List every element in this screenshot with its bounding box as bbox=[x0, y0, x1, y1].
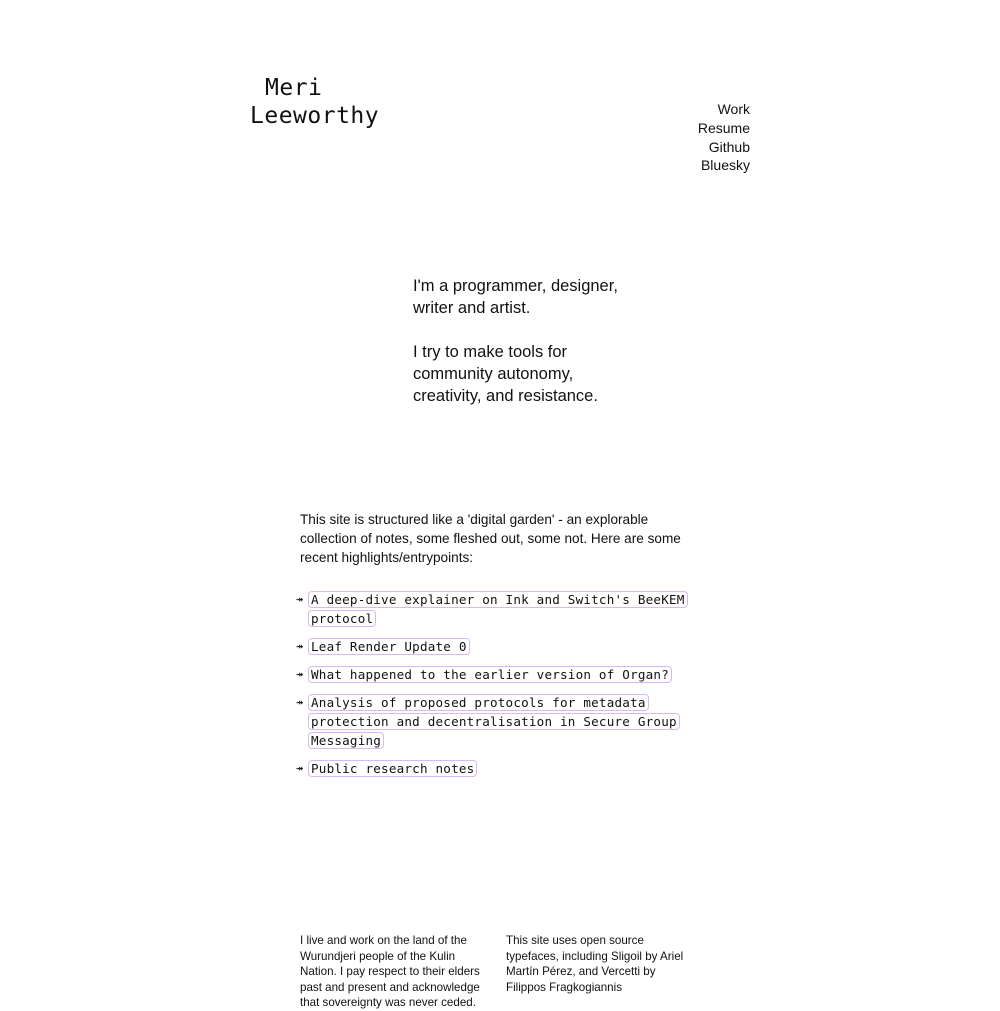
garden-description-text: This site is structured like a 'digital garden' - an explorable collection of notes, some fleshed out, some not. Here are some recent highlights/entrypoints: bbox=[300, 512, 681, 565]
intro-paragraph-role: I'm a programmer, designer, writer and artist. bbox=[413, 277, 618, 317]
list-item bbox=[296, 637, 696, 656]
double-arrow-icon: ↠ bbox=[296, 639, 304, 653]
intro bbox=[413, 275, 643, 429]
double-arrow-icon: ↠ bbox=[296, 761, 304, 775]
double-arrow-icon: ↠ bbox=[296, 695, 304, 709]
highlight-link-beekem[interactable]: A deep-dive explainer on Ink and Switch's BeeKEM protocol bbox=[308, 591, 688, 627]
typeface-credits: This site uses open source typefaces, including Sligoil by Ariel Martín Pérez, and Vercetti by Filippos Fragkogiannis bbox=[506, 934, 684, 994]
list-item bbox=[296, 665, 696, 684]
site-title-last-name: Leeworthy bbox=[250, 103, 380, 129]
highlight-link-organ[interactable]: What happened to the earlier version of Organ? bbox=[308, 666, 672, 683]
highlight-link-research-notes[interactable]: Public research notes bbox=[308, 760, 477, 777]
list-item bbox=[296, 759, 696, 778]
nav-link-github[interactable]: Github bbox=[708, 138, 750, 155]
highlight-link-metadata-protocols[interactable]: Analysis of proposed protocols for metadata protection and decentralisation in Secure Group Messaging bbox=[308, 694, 680, 749]
digital-garden-description bbox=[300, 510, 690, 567]
intro-paragraph-mission: I try to make tools for community autonomy, creativity, and resistance. bbox=[413, 343, 598, 405]
site-title[interactable] bbox=[250, 74, 379, 130]
double-arrow-icon: ↠ bbox=[296, 667, 304, 681]
list-item bbox=[296, 590, 696, 628]
land-acknowledgement: I live and work on the land of the Wurundjeri people of the Kulin Nation. I pay respect to their elders past and present and acknowledge that sovereignty was never ceded. bbox=[300, 934, 480, 1010]
double-arrow-icon: ↠ bbox=[296, 592, 304, 606]
nav-link-work[interactable]: Work bbox=[717, 101, 750, 117]
highlights-list bbox=[296, 590, 696, 787]
list-item bbox=[296, 693, 696, 750]
highlight-link-leaf-render[interactable]: Leaf Render Update 0 bbox=[308, 638, 470, 655]
nav-link-resume[interactable]: Resume bbox=[697, 119, 750, 136]
main-nav bbox=[698, 100, 750, 175]
nav-link-bluesky[interactable]: Bluesky bbox=[700, 157, 750, 174]
site-title-first-name: Meri bbox=[265, 75, 323, 101]
